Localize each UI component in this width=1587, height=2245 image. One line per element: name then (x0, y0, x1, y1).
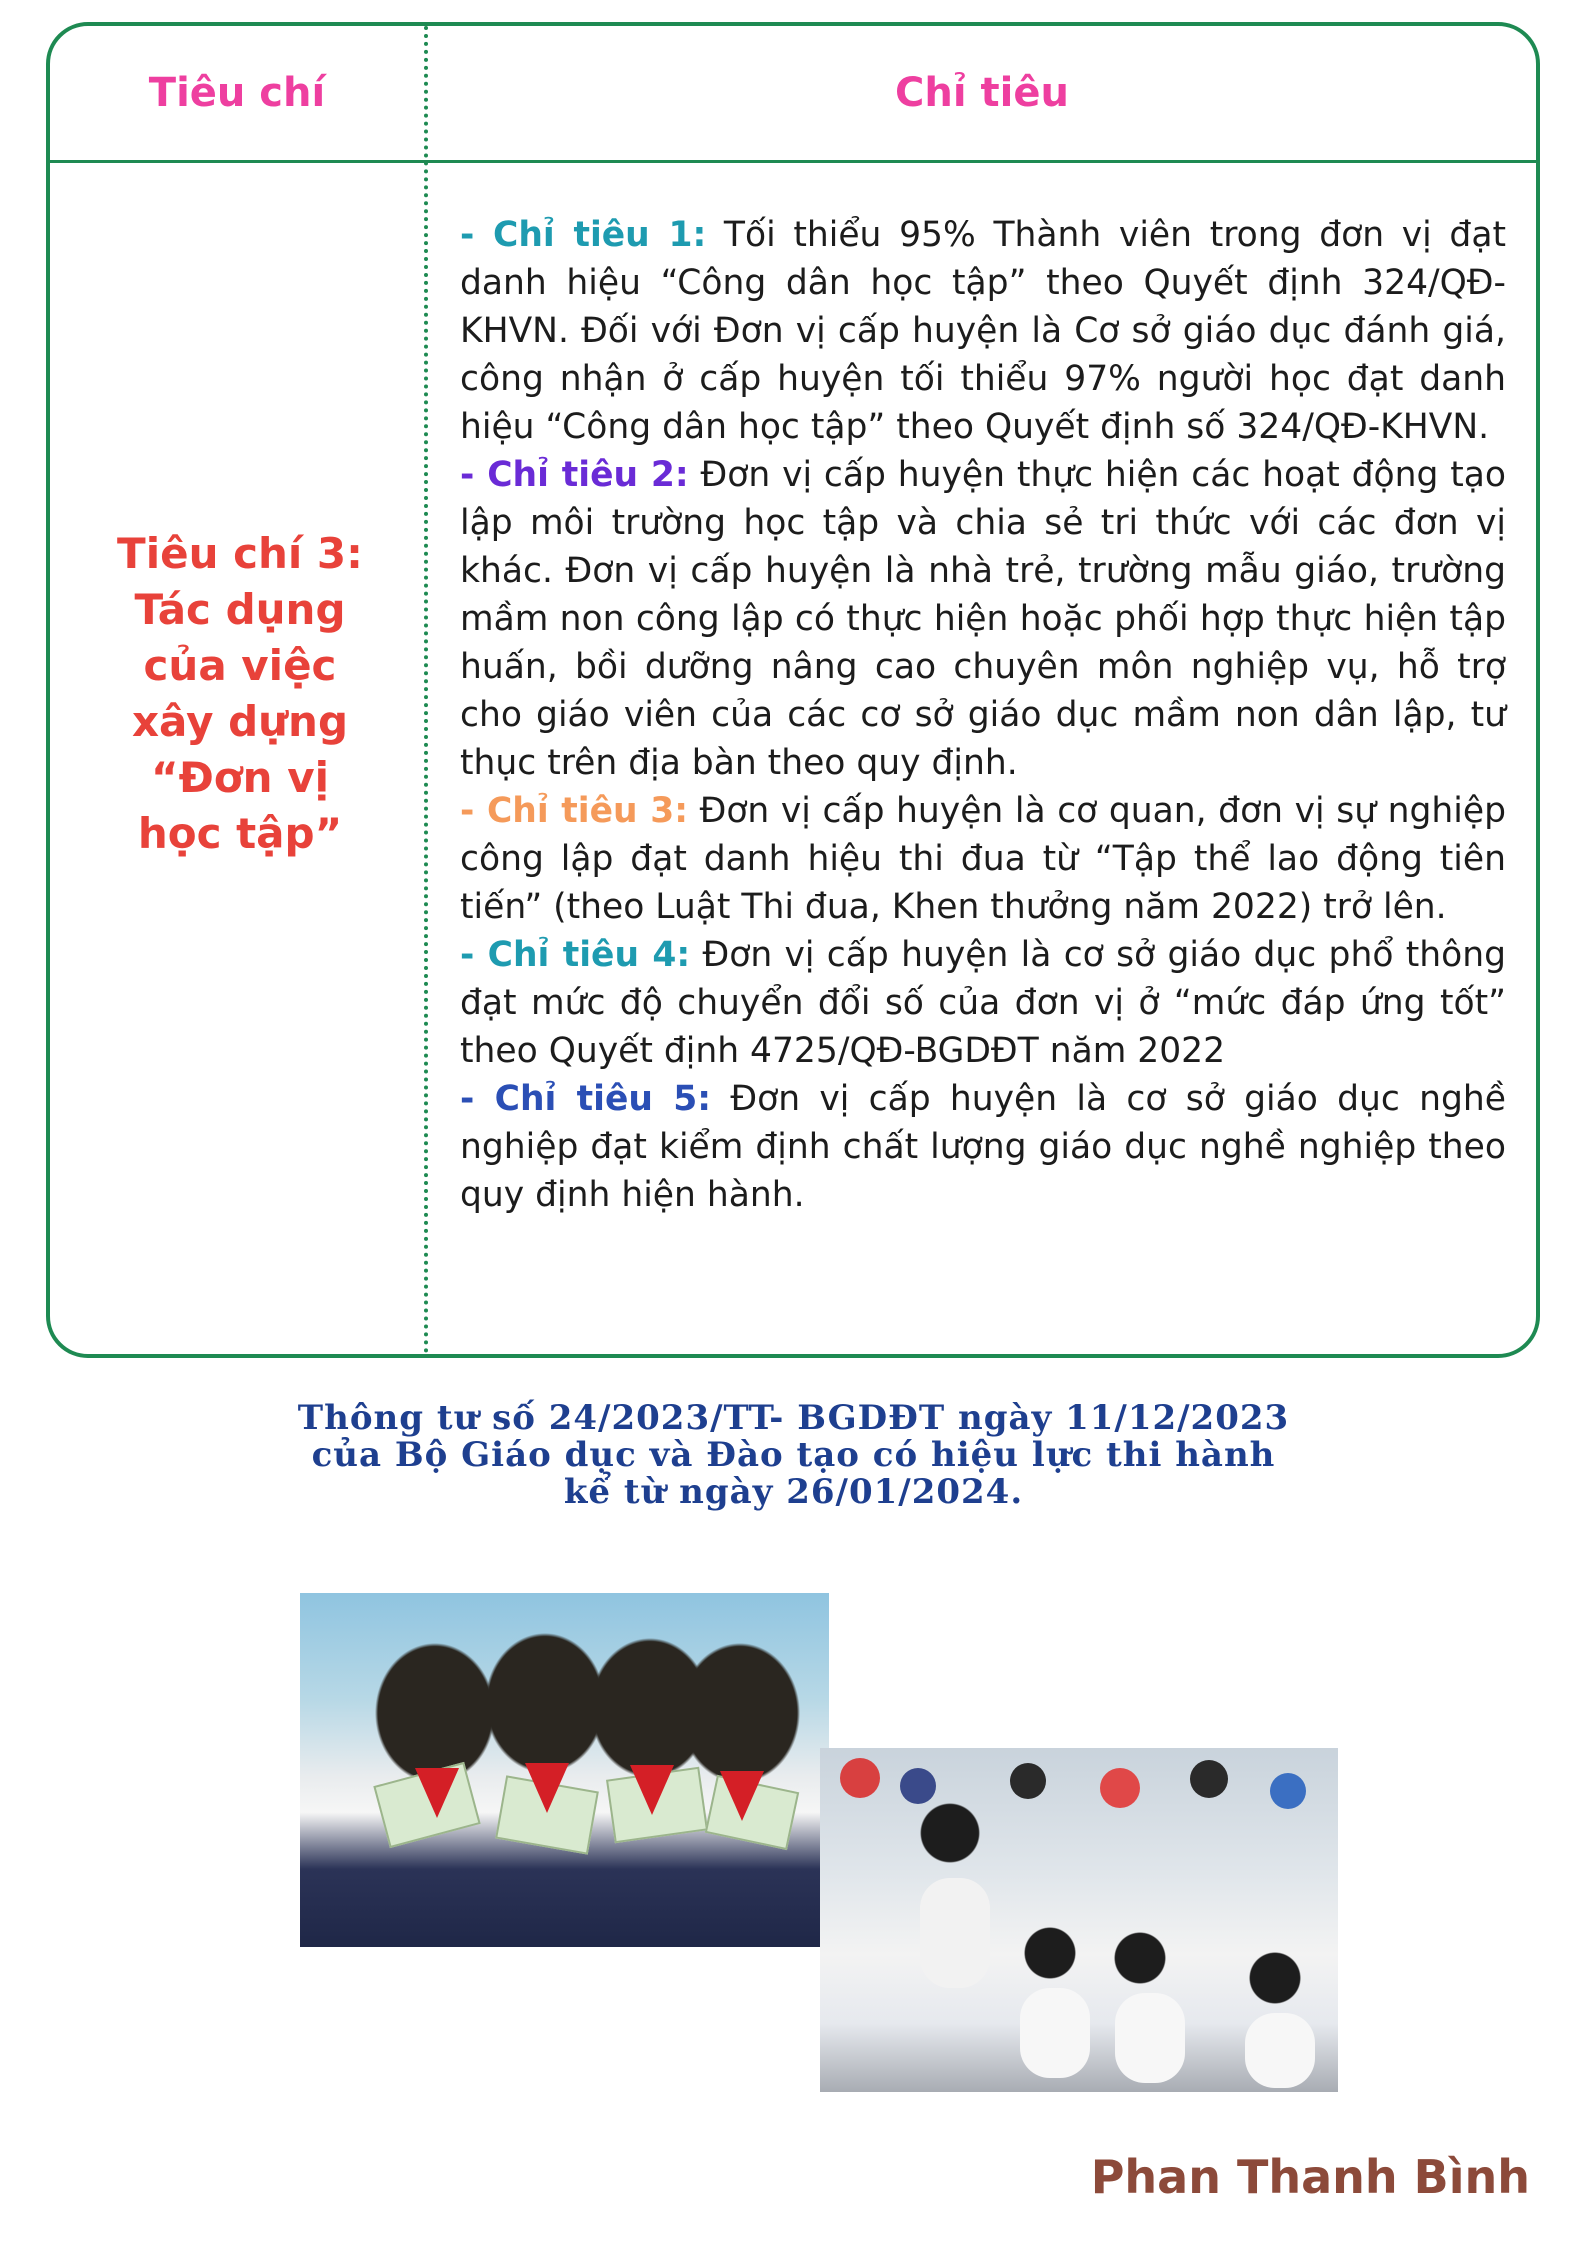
notice-line: kể từ ngày 26/01/2024. (563, 1472, 1024, 1512)
criterion-cell (90, 526, 390, 862)
target-item-2 (460, 451, 1506, 787)
target-text: Đơn vị cấp huyện là cơ sở giáo dục nghề nghiệp đạt kiểm định chất lượng giáo dục nghề nghiệp theo quy định hiện hành. (460, 1079, 1506, 1215)
student-shape (920, 1878, 990, 1988)
header-criterion: Tiêu chí (148, 70, 326, 116)
criterion-line: học tập” (137, 809, 343, 858)
target-label: - Chỉ tiêu 1: (460, 215, 707, 255)
student-shape (1245, 2013, 1315, 2088)
header-target: Chỉ tiêu (895, 70, 1069, 116)
scarf-shape (415, 1768, 459, 1818)
notice-line: Thông tư số 24/2023/TT- BGDĐT ngày 11/12/2023 (297, 1398, 1290, 1438)
target-item-3 (460, 787, 1506, 931)
scarf-shape (525, 1763, 569, 1813)
student-shape (1115, 1993, 1185, 2083)
circular-notice (200, 1400, 1387, 1511)
target-text: Tối thiểu 95% Thành viên trong đơn vị đạt danh hiệu “Công dân học tập” theo Quyết định 324/QĐ-KHVN. Đối với Đơn vị cấp huyện là Cơ sở giáo dục đánh giá, công nhận ở cấp huyện tối thiểu 97% người học đạt danh hiệu “Công dân học tập” theo Quyết định số 324/QĐ-KHVN. (460, 215, 1506, 447)
crowd-shape (1010, 1763, 1046, 1799)
column-divider (424, 26, 428, 1354)
scarf-shape (630, 1765, 674, 1815)
criterion-line: của việc (143, 641, 337, 690)
scarf-shape (720, 1771, 764, 1821)
targets-cell (460, 211, 1506, 1219)
criterion-line: xây dựng (131, 697, 349, 746)
target-text: Đơn vị cấp huyện là cơ quan, đơn vị sự nghiệp công lập đạt danh hiệu thi đua từ “Tập thể lao động tiên tiến” (theo Luật Thi đua, Khen thưởng năm 2022) trở lên. (460, 791, 1506, 927)
target-item-5 (460, 1075, 1506, 1219)
target-label: - Chỉ tiêu 5: (460, 1079, 712, 1119)
target-label: - Chỉ tiêu 3: (460, 791, 688, 831)
author-signature: Phan Thanh Bình (1090, 2150, 1530, 2204)
students-reading-photo (300, 1593, 829, 1947)
target-text: Đơn vị cấp huyện là cơ sở giáo dục phổ thông đạt mức độ chuyển đổi số của đơn vị ở “mức đáp ứng tốt” theo Quyết định 4725/QĐ-BGDĐT năm 2022 (460, 935, 1506, 1071)
crowd-shape (1270, 1773, 1306, 1809)
crowd-shape (900, 1768, 936, 1804)
crowd-shape (1100, 1768, 1140, 1808)
crowd-shape (840, 1758, 880, 1798)
criterion-line: Tác dụng (134, 585, 346, 634)
table-header-row (50, 26, 1536, 163)
criterion-line: “Đơn vị (151, 753, 329, 802)
target-item-1 (460, 211, 1506, 451)
student-shape (1020, 1988, 1090, 2078)
notice-line: của Bộ Giáo dục và Đào tạo có hiệu lực thi hành (311, 1435, 1276, 1475)
target-text: Đơn vị cấp huyện thực hiện các hoạt động tạo lập môi trường học tập và chia sẻ tri thức với các đơn vị khác. Đơn vị cấp huyện là nhà trẻ, trường mẫu giáo, trường mầm non công lập có thực hiện hoặc phối hợp thực hiện tập huấn, bồi dưỡng nâng cao chuyên môn nghiệp vụ, hỗ trợ cho giáo viên của các cơ sở giáo dục mầm non dân lập, tư thục trên địa bàn theo quy định. (460, 455, 1506, 783)
target-label: - Chỉ tiêu 2: (460, 455, 689, 495)
criterion-line: Tiêu chí 3: (117, 529, 363, 578)
target-label: - Chỉ tiêu 4: (460, 935, 691, 975)
students-cheering-photo (820, 1748, 1338, 2092)
criteria-table (46, 22, 1540, 1358)
target-item-4 (460, 931, 1506, 1075)
crowd-shape (1190, 1760, 1228, 1798)
